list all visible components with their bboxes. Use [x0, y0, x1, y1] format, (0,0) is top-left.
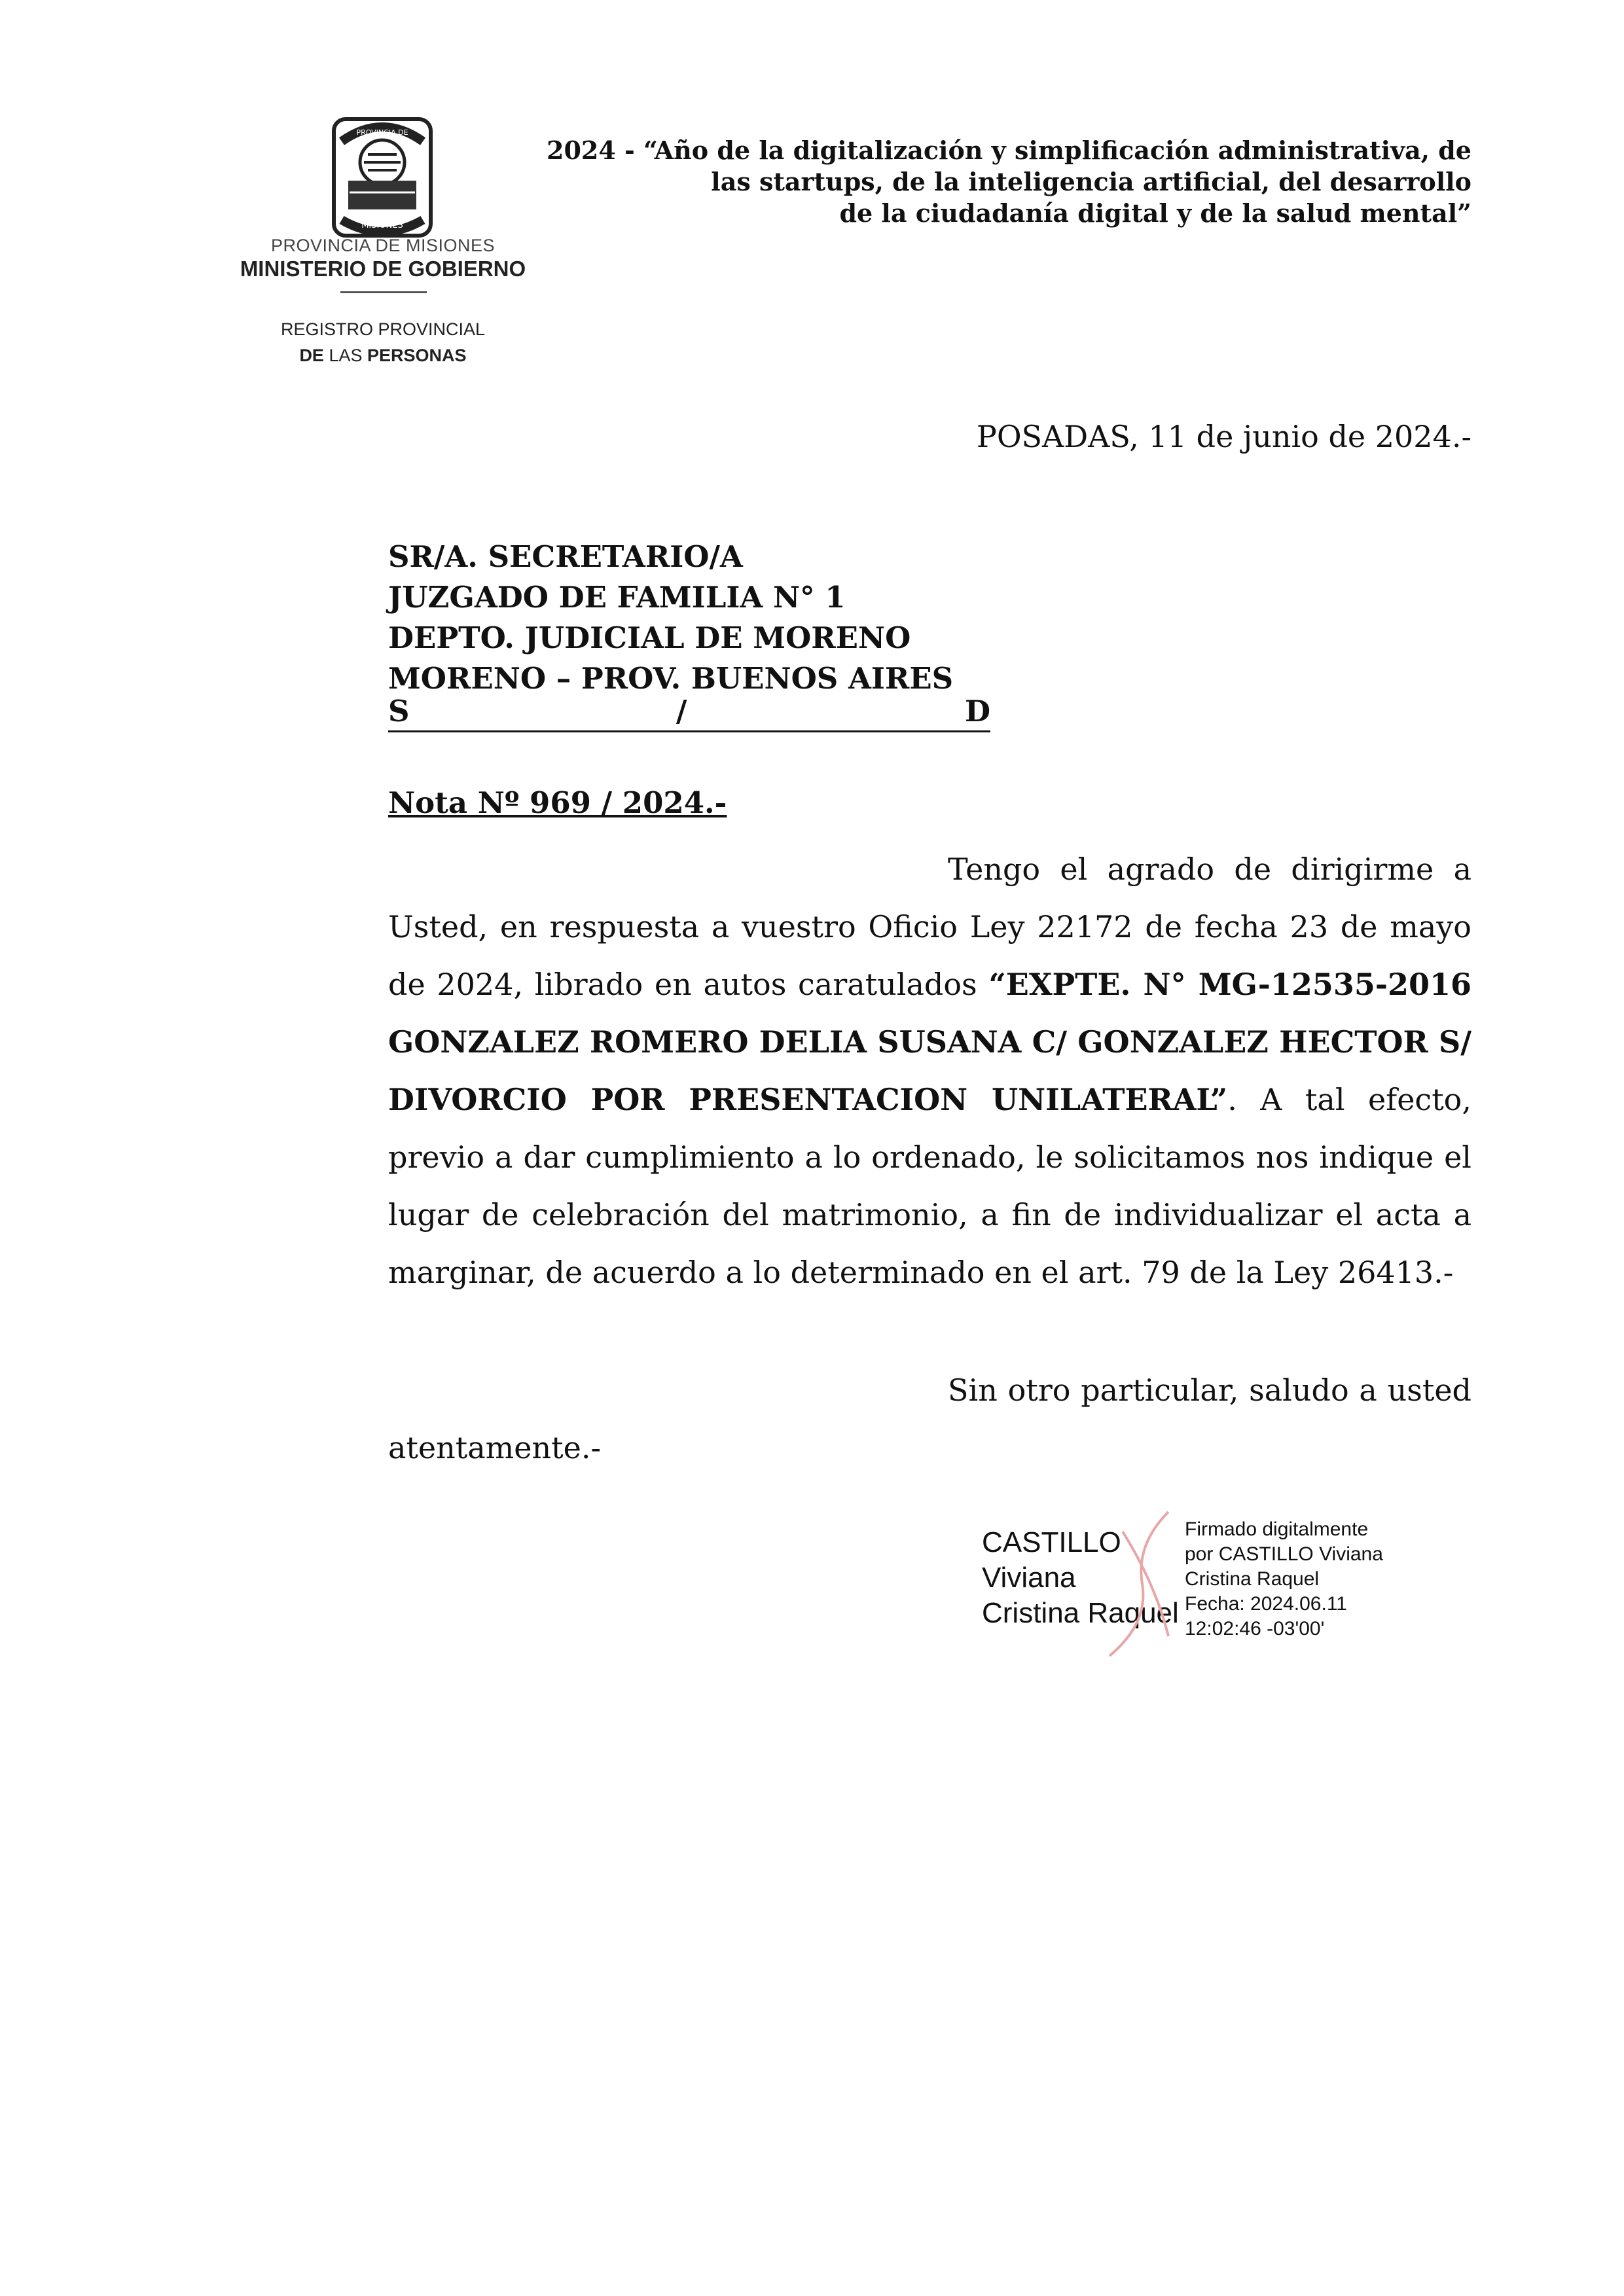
emblem-top-text: PROVINCIA DE	[356, 128, 408, 137]
registry-personas: PERSONAS	[367, 346, 467, 365]
letter-date: POSADAS, 11 de junio de 2024.-	[976, 419, 1471, 454]
signature-details	[1185, 1517, 1383, 1641]
signer-name-line: Cristina Raquel	[982, 1597, 1179, 1629]
addressee-line: DEPTO. JUDICIAL DE MORENO	[388, 620, 911, 655]
provincial-coat-of-arms-icon	[316, 115, 449, 240]
addressee-block	[388, 537, 1043, 699]
closing-text: Sin otro particular, saludo a usted atentamente.-	[388, 1372, 1471, 1465]
registry-name-line2	[216, 346, 550, 366]
addressee-line: SR/A. SECRETARIO/A	[388, 539, 743, 574]
body-paragraph-1	[388, 840, 1471, 1301]
signature-detail-line: por CASTILLO Viviana	[1185, 1543, 1383, 1565]
year-motto	[484, 135, 1471, 229]
signature-detail-line: Cristina Raquel	[1185, 1568, 1320, 1590]
header-divider	[340, 291, 427, 293]
su-despacho-slash: /	[676, 694, 687, 728]
registry-de: DE	[299, 346, 324, 365]
su-despacho-line	[388, 694, 990, 732]
emblem-bottom-text: MISIONES	[361, 221, 403, 230]
signature-detail-line: Fecha: 2024.06.11	[1185, 1593, 1347, 1615]
ministry-name: MINISTERIO DE GOBIERNO	[240, 257, 526, 281]
motto-line: de la ciudadanía digital y de la salud mental”	[839, 198, 1471, 228]
addressee-line: MORENO – PROV. BUENOS AIRES	[388, 661, 954, 696]
su-despacho-s: S	[388, 694, 410, 728]
signature-detail-line: Firmado digitalmente	[1185, 1518, 1369, 1540]
motto-line: las startups, de la inteligencia artificial, del desarrollo	[711, 167, 1471, 196]
registry-las: LAS	[323, 346, 367, 365]
signature-stroke-icon	[1096, 1505, 1182, 1662]
province-name: PROVINCIA DE MISIONES	[270, 236, 496, 255]
motto-line: 2024 - “Año de la digitalización y simplificación administrativa, de	[547, 135, 1471, 165]
su-despacho-d: D	[964, 694, 990, 728]
registry-name-line1: REGISTRO PROVINCIAL	[280, 319, 486, 339]
signature-detail-line: 12:02:46 -03'00'	[1185, 1618, 1325, 1640]
signer-name-line: CASTILLO	[982, 1526, 1121, 1558]
closing-paragraph	[388, 1361, 1471, 1477]
body-text: . A tal efecto, previo a dar cumplimiento a lo ordenado, le solicitamos nos indique el lugar de celebración del matrimonio, a fin de individualizar el acta a marginar, de acuerdo a lo determinado en el art. 79 de la Ley 26413.-	[388, 1082, 1471, 1290]
body-text: Tengo el agrado de dirigirme a Usted, en respuesta a vuestro Oficio Ley 22172 de fecha 23 de mayo de 2024, librado en autos caratulados	[388, 852, 1471, 1002]
signer-name-line: Viviana	[982, 1562, 1076, 1594]
addressee-line: JUZGADO DE FAMILIA N° 1	[388, 580, 846, 615]
note-number: Nota Nº 969 / 2024.-	[388, 785, 727, 820]
case-title: “EXPTE. N° MG-12535-2016 GONZALEZ ROMERO DELIA SUSANA C/ GONZALEZ HECTOR S/ DIVORCIO POR PRESENTACION UNILATERAL”	[388, 967, 1471, 1117]
